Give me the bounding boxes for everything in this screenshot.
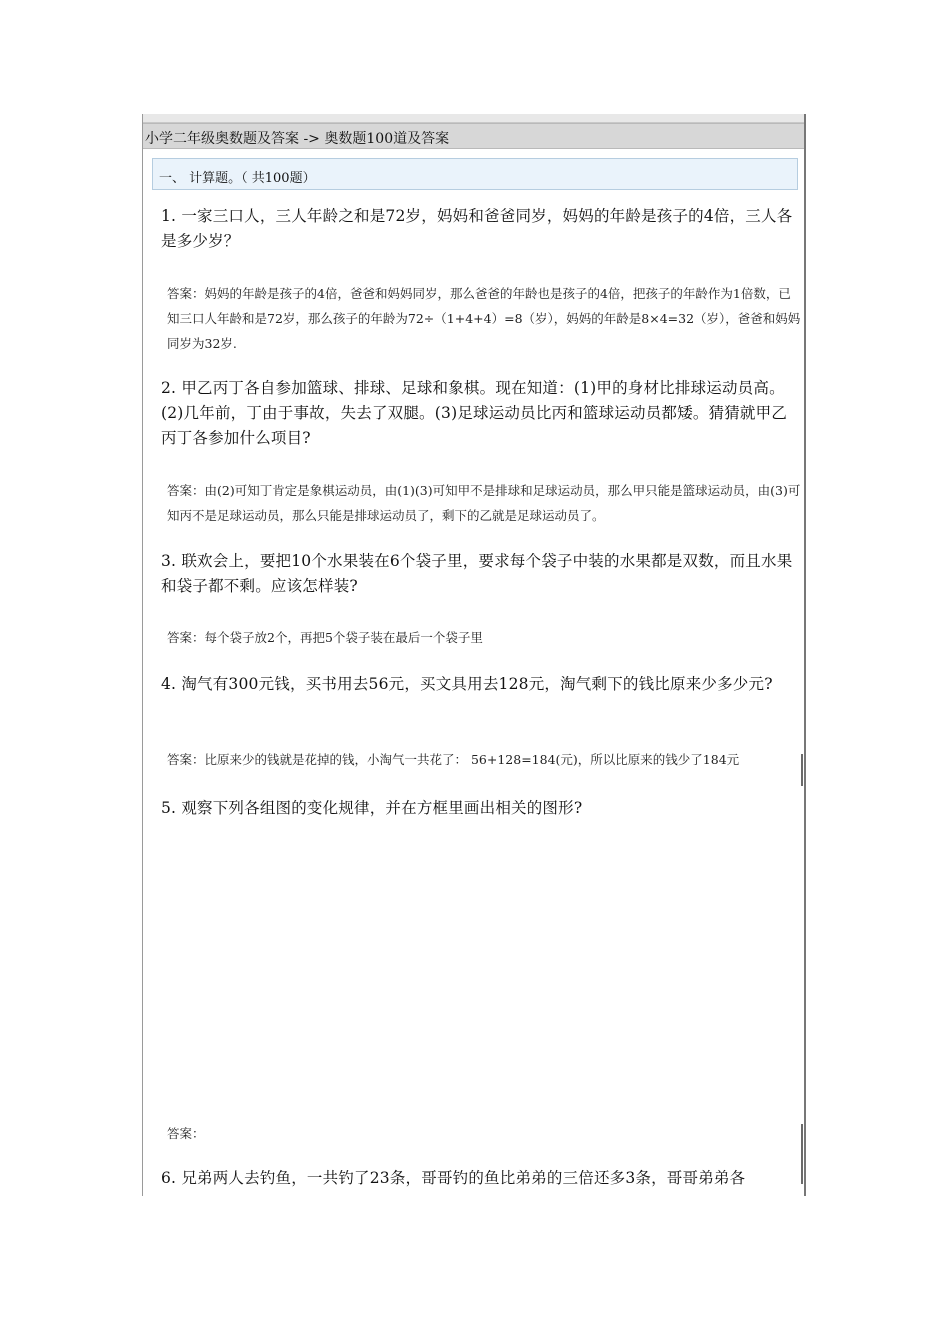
section-title: 一、 计算题。（ 共100题） [159, 171, 316, 186]
question-3: 3. 联欢会上，要把10个水果装在6个袋子里，要求每个袋子中装的水果都是双数，而且水果和袋子都不剩。应该怎样装? [161, 552, 793, 595]
breadcrumb-text [145, 128, 449, 148]
scroll-marker [801, 1124, 803, 1184]
answer-3: 答案：每个袋子放2个，再把5个袋子装在最后一个袋子里 [167, 630, 483, 645]
breadcrumb-separator: -> [303, 131, 320, 147]
question-5: 5. 观察下列各组图的变化规律，并在方框里画出相关的图形? [161, 799, 583, 817]
scroll-marker [801, 754, 803, 786]
question-4: 4. 淘气有300元钱，买书用去56元，买文具用去128元，淘气剩下的钱比原来少多少元? [161, 675, 773, 693]
answer-1: 答案：妈妈的年龄是孩子的4倍，爸爸和妈妈同岁，那么爸爸的年龄也是孩子的4倍，把孩子的年龄作为1倍数，已知三口人年龄和是72岁，那么孩子的年龄为72÷（1+4+4）=8（岁），妈妈的年龄是8×4=32（岁），爸爸和妈妈同岁为32岁. [167, 286, 801, 351]
section-header [152, 158, 798, 190]
answer-2: 答案：由(2)可知丁肯定是象棋运动员，由(1)(3)可知甲不是排球和足球运动员，那么甲只能是篮球运动员，由(3)可知丙不是足球运动员，那么只能是排球运动员了，剩下的乙就是足球运动员了。 [167, 483, 801, 523]
document-frame [142, 114, 806, 1196]
breadcrumb [143, 123, 804, 149]
answer-5: 答案： [167, 1126, 205, 1141]
question-2: 2. 甲乙丙丁各自参加篮球、排球、足球和象棋。现在知道：(1)甲的身材比排球运动员高。(2)几年前，丁由于事故，失去了双腿。(3)足球运动员比丙和篮球运动员都矮。猜猜就甲乙丙丁各参加什么项目? [161, 379, 788, 447]
answer-4: 答案：比原来少的钱就是花掉的钱，小淘气一共花了： 56+128=184(元)，所以比原来的钱少了184元 [167, 752, 740, 767]
breadcrumb-parent-link[interactable]: 小学二年级奥数题及答案 [145, 131, 299, 147]
top-strip [143, 114, 804, 123]
breadcrumb-current: 奥数题100道及答案 [324, 131, 450, 147]
question-1: 1. 一家三口人，三人年龄之和是72岁，妈妈和爸爸同岁，妈妈的年龄是孩子的4倍，三人各是多少岁？ [161, 207, 793, 250]
question-6: 6. 兄弟两人去钓鱼，一共钓了23条，哥哥钓的鱼比弟弟的三倍还多3条，哥哥弟弟各 [161, 1169, 746, 1187]
